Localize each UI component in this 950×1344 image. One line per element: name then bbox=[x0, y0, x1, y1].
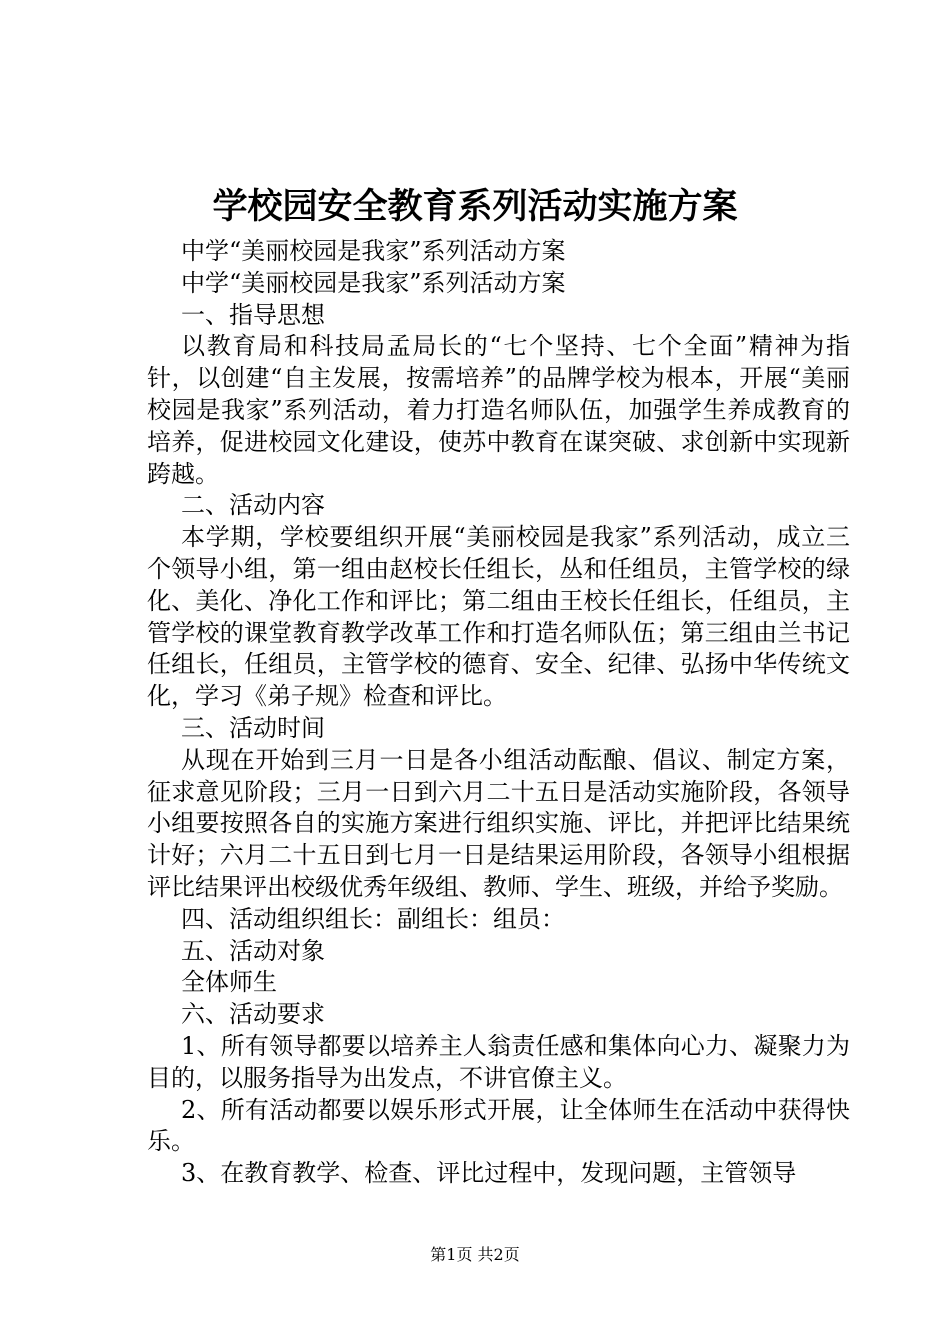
list-item: 3、在教育教学、检查、评比过程中，发现问题，主管领导 bbox=[181, 1159, 797, 1188]
paragraph: 本学期，学校要组织开展“美丽校园是我家”系列活动，成立三个领导小组，第一组由赵校长任组长，丛和任组员，主管学校的绿化、美化、净化工作和评比；第二组由王校长任组长，任组员，主管学校的课堂教育教学改革工作和打造名师队伍；第三组由兰书记任组长，任组员，主管学校的德育、安全、纪律、弘扬中华传统文化，学习《弟子规》检查和评比。 bbox=[147, 523, 850, 711]
section-heading: 二、活动内容 bbox=[181, 491, 325, 520]
section-heading: 五、活动对象 bbox=[181, 936, 325, 965]
list-item: 2、所有活动都要以娱乐形式开展，让全体师生在活动中获得快乐。 bbox=[147, 1095, 850, 1156]
section-heading: 四、活动组织组长：副组长：组员： bbox=[181, 904, 565, 933]
list-item: 1、所有领导都要以培养主人翁责任感和集体向心力、凝聚力为目的，以服务指导为出发点，不讲官僚主义。 bbox=[147, 1031, 850, 1092]
paragraph-subtitle: 中学“美丽校园是我家”系列活动方案 bbox=[181, 268, 566, 297]
section-heading: 六、活动要求 bbox=[181, 1000, 325, 1029]
paragraph: 全体师生 bbox=[181, 968, 277, 997]
paragraph: 从现在开始到三月一日是各小组活动酝酿、倡议、制定方案，征求意见阶段；三月一日到六月二十五日是活动实施阶段，各领导小组要按照各自的实施方案进行组织实施、评比，并把评比结果统计好；六月二十五日到七月一日是结果运用阶段，各领导小组根据评比结果评出校级优秀年级组、教师、学生、班级，并给予奖励。 bbox=[147, 745, 850, 901]
document-body bbox=[147, 236, 850, 1190]
document-title: 学校园安全教育系列活动实施方案 bbox=[212, 187, 738, 227]
section-heading: 一、指导思想 bbox=[181, 300, 325, 329]
paragraph-subtitle: 中学“美丽校园是我家”系列活动方案 bbox=[181, 237, 566, 265]
section-heading: 三、活动时间 bbox=[181, 713, 325, 742]
paragraph: 以教育局和科技局孟局长的“七个坚持、七个全面”精神为指针，以创建“自主发展，按需培养”的品牌学校为根本，开展“美丽校园是我家”系列活动，着力打造名师队伍，加强学生养成教育的培养，促进校园文化建设，使苏中教育在谋突破、求创新中实现新跨越。 bbox=[147, 332, 850, 488]
page-footer bbox=[0, 1244, 950, 1266]
page-number: 第1页 共2页 bbox=[430, 1245, 520, 1264]
